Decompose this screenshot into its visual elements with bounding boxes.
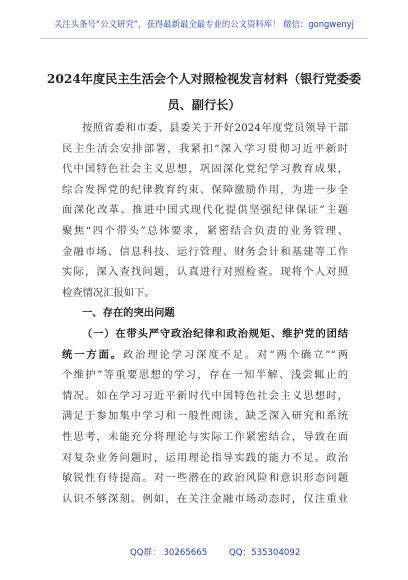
document-body xyxy=(62,118,348,509)
footer-qq-group: QQ群： 30265665 xyxy=(130,548,208,558)
document-title xyxy=(44,66,364,118)
paragraph-line: 实际，深入查找问题，认真进行对照检查。现将个人对照 xyxy=(62,266,348,279)
header-divider xyxy=(40,38,368,39)
section-heading: 一、存在的突出问题 xyxy=(82,307,175,320)
subheading-line-1: （一）在带头严守政治纪律和政治规矩、维护党的团结 xyxy=(82,327,348,340)
subheading-line-2 xyxy=(62,345,348,366)
paragraph-line: 对复杂业务问题时，运用理论指导实践的能力不足。政治 xyxy=(62,451,348,464)
paragraph-line: 个维护”等重要思想的学习，存在一知半解、浅尝辄止的 xyxy=(62,369,348,382)
paragraph-line: 满足于参加集中学习和一般性阅读，缺乏深入研究和系统 xyxy=(62,410,348,423)
paragraph-line: 情况。如在学习习近平新时代中国特色社会主义思想时， xyxy=(62,389,348,402)
paragraph-line: 金融市场、信息科技、运行管理、财务会计和基建等工作 xyxy=(62,245,348,258)
paragraph-line: 综合发挥党的纪律教育约束、保障激励作用，为进一步全 xyxy=(62,183,348,196)
title-line-2: 员、副行长） xyxy=(167,98,241,112)
header-banner: 关注头条号“公文研究”，获得最新最全最专业的公文资料库！ 微信：gongwenyj xyxy=(54,19,354,29)
paragraph-line: 按照省委和市委、县委关于开好2024年度党员领导干部 xyxy=(82,122,348,134)
paragraph-line: 聚焦“四个带头”总体要求，紧密结合负责的业务管理、 xyxy=(62,224,348,237)
paragraph-line: 性思考，未能充分将理论与实际工作紧密结合，导致在面 xyxy=(62,430,348,443)
footer-qq-contact: QQ：535304092 xyxy=(229,548,301,558)
title-line-1: 2024年度民主生活会个人对照检视发言材料（银行党委委 xyxy=(46,72,362,86)
paragraph-line: 代中国特色社会主义思想，巩固深化党纪学习教育成果， xyxy=(62,163,348,176)
paragraph-line: 检查情况汇报如下。 xyxy=(62,286,155,299)
paragraph-line: 敏锐性有待提高。对一些潜在的政治风险和意识形态问题 xyxy=(62,472,348,485)
subheading-rest: 政治理论学习深度不足。对“两个确立”“两 xyxy=(122,348,348,361)
paragraph-line: 认识不够深刻。例如，在关注金融市场动态时，仅注重业 xyxy=(62,492,348,505)
subheading-bold-part: 统一方面。 xyxy=(62,348,123,361)
paragraph-line: 民主生活会安排部署，我紧扣“深入学习贯彻习近平新时 xyxy=(62,142,348,155)
paragraph-line: 面深化改革、推进中国式现代化提供坚强纪律保证”主题 xyxy=(62,204,348,217)
